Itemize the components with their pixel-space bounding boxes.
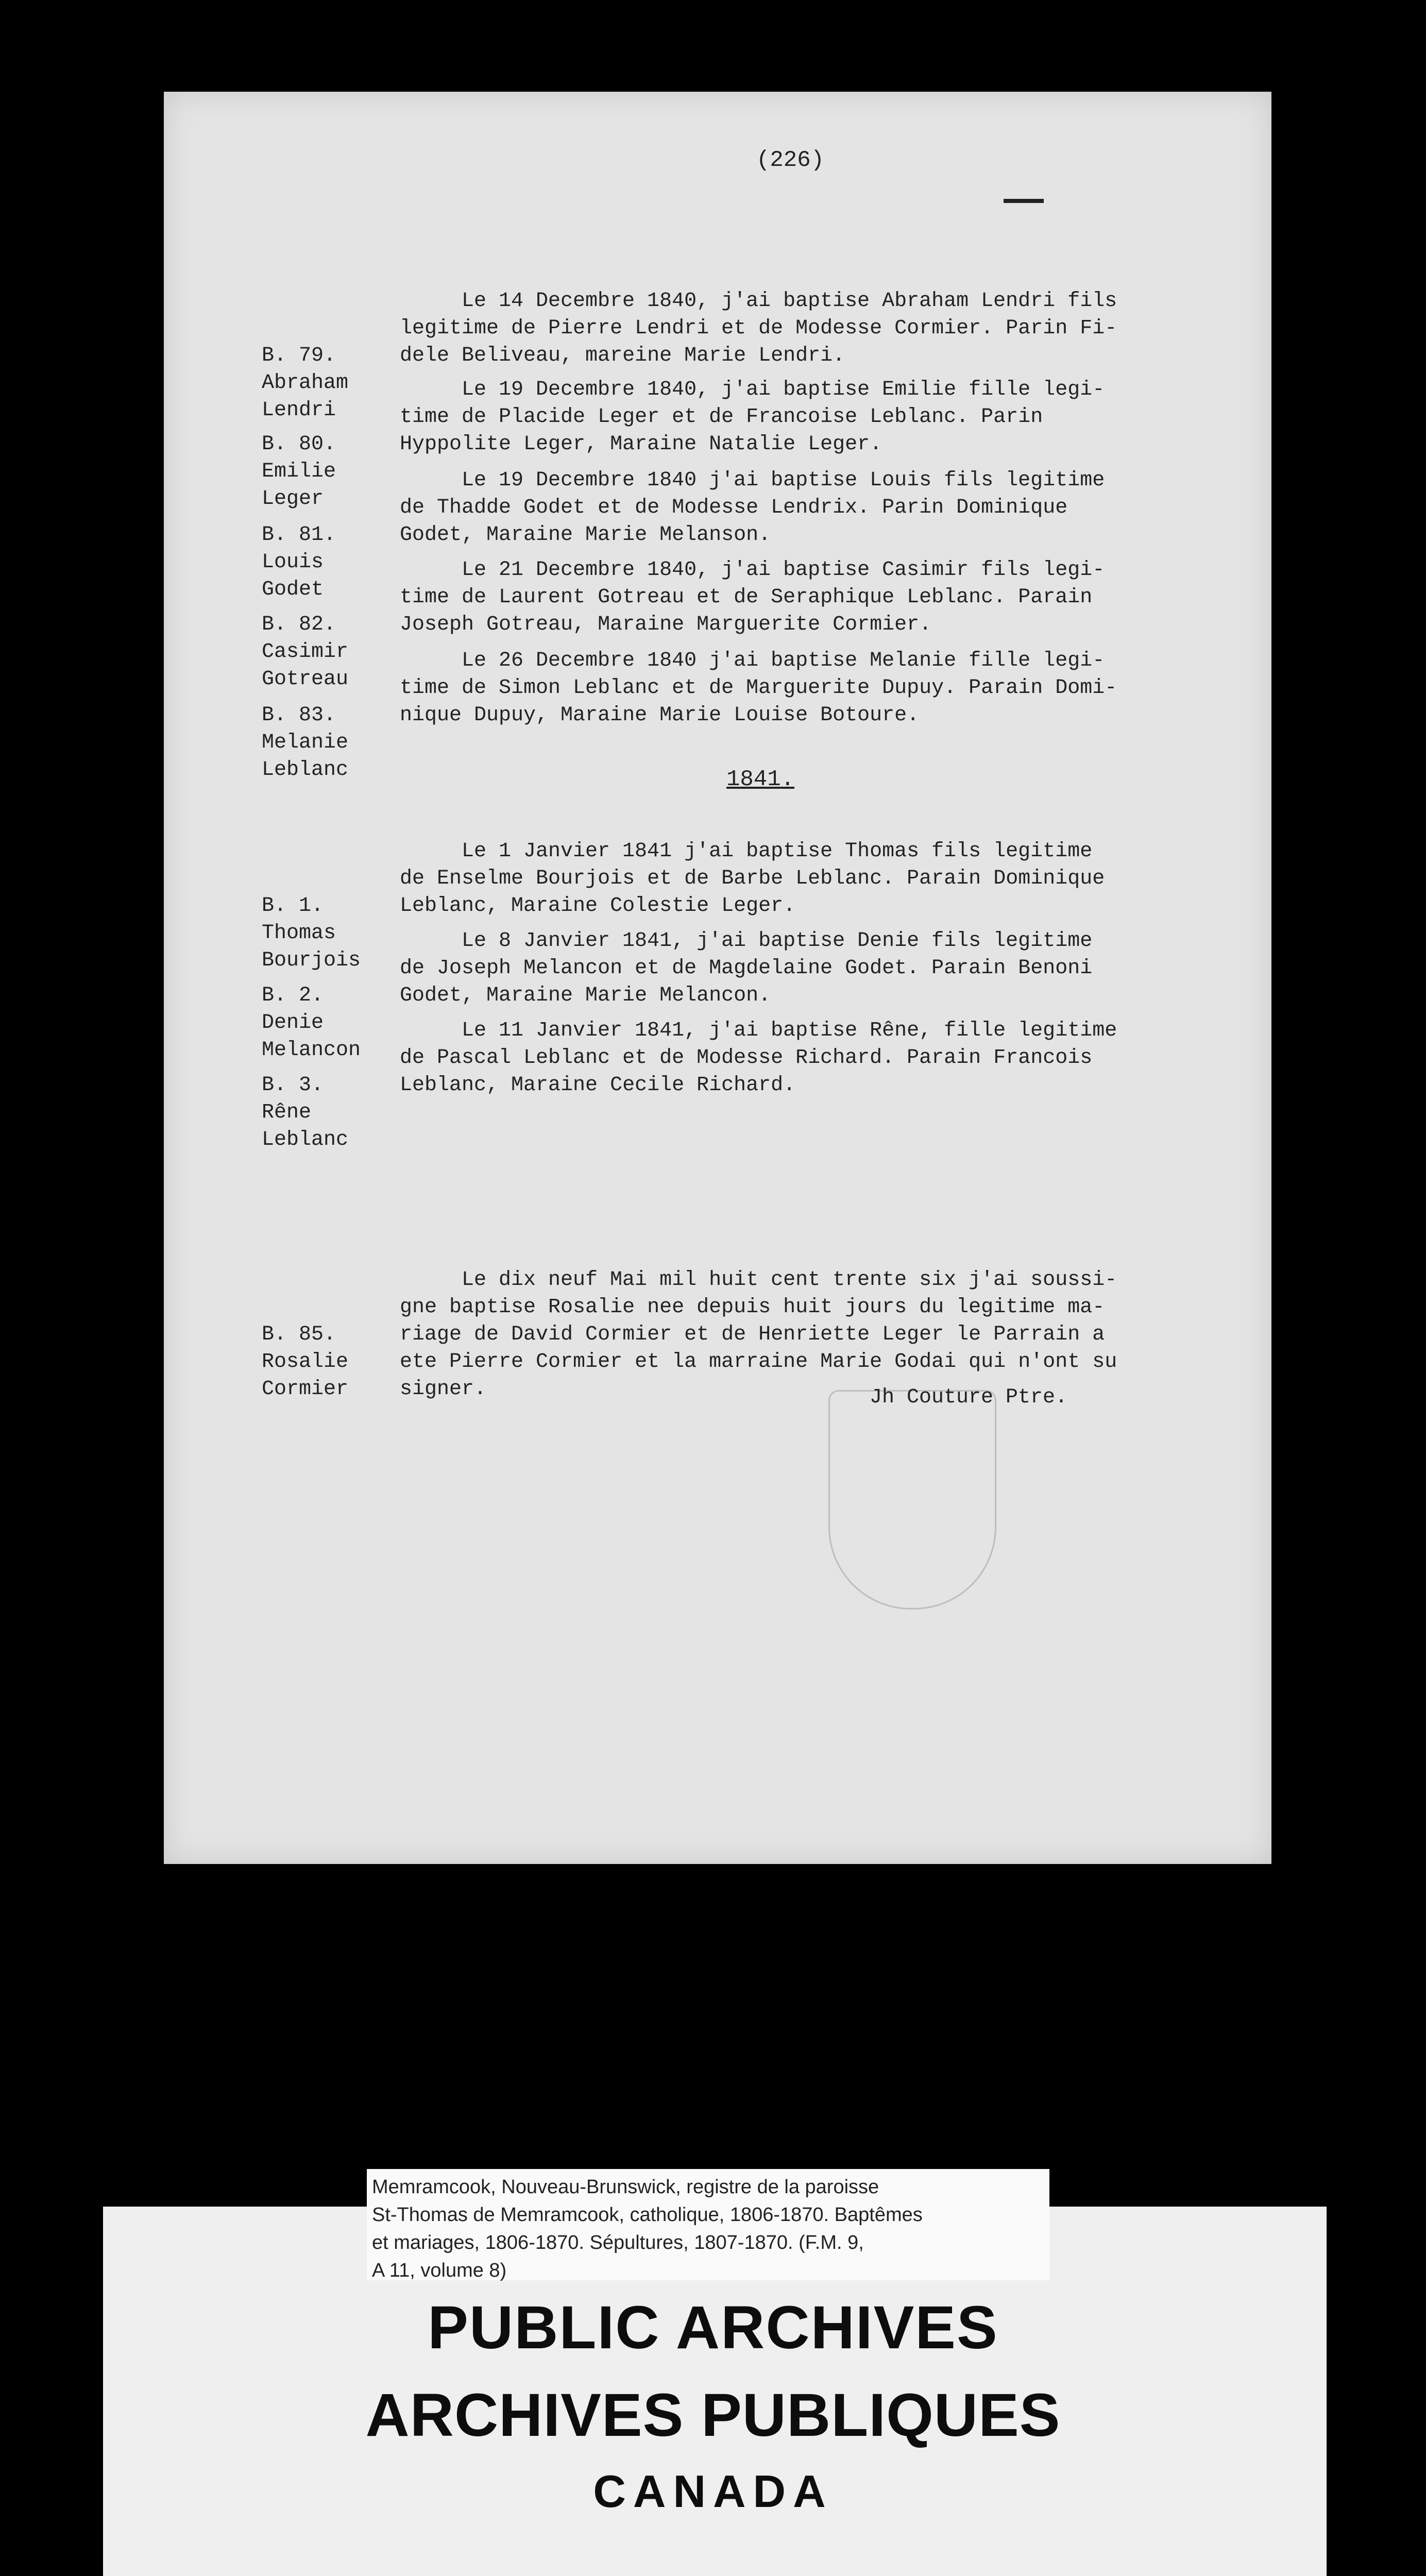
entry-text: Le 19 Decembre 1840, j'ai baptise Emilie fille legi- time de Placide Leger et de Francoise Leblanc. Parin Hyppolite Leger, Maraine Natalie Leger.	[400, 378, 1105, 456]
entry-label: B. 2. Denie Melancon	[262, 984, 361, 1062]
entry-text: Le 1 Janvier 1841 j'ai baptise Thomas fils legitime de Enselme Bourjois et de Barbe Leblanc. Parain Dominique Leblanc, Maraine Colestie Leger.	[400, 840, 1105, 918]
entry-label: B. 83. Melanie Leblanc	[262, 704, 349, 782]
entry-text: Le 14 Decembre 1840, j'ai baptise Abraham Lendri fils legitime de Pierre Lendri et de Modesse Cormier. Parin Fi- dele Beliveau, mareine Marie Lendri.	[400, 290, 1117, 367]
archives-heading-english: PUBLIC ARCHIVES	[428, 2294, 998, 2362]
archives-heading-french: ARCHIVES PUBLIQUES	[365, 2381, 1061, 2449]
archives-heading-country: CANADA	[593, 2466, 833, 2517]
page-dash-mark	[1004, 199, 1044, 203]
entry-text: Le 11 Janvier 1841, j'ai baptise Rêne, fille legitime de Pascal Leblanc et de Modesse Richard. Parain Francois Leblanc, Maraine Cecile Richard.	[400, 1019, 1117, 1097]
register-page	[164, 92, 1271, 1864]
archive-reference-label: Memramcook, Nouveau-Brunswick, registre de la paroisse St-Thomas de Memramcook, catholique, 1806-1870. Baptêmes et mariages, 1806-1870. Sépultures, 1807-1870. (F.M. 9, A 11, volume 8)	[367, 2169, 1049, 2280]
entry-text: Le dix neuf Mai mil huit cent trente six j'ai soussi- gne baptise Rosalie nee depuis huit jours du legitime ma- riage de David Cormier et de Henriette Leger le Parrain a ete Pierre Cormier et la marraine Marie Godai qui n'ont su signer.	[400, 1268, 1117, 1401]
page-number: (226)	[756, 147, 825, 173]
entry-text: Le 26 Decembre 1840 j'ai baptise Melanie fille legi- time de Simon Leblanc et de Marguerite Dupuy. Parain Domi- nique Dupuy, Maraine Marie Louise Botoure.	[400, 649, 1117, 727]
entry-label: B. 82. Casimir Gotreau	[262, 613, 349, 691]
entry-label: B. 79. Abraham Lendri	[262, 344, 349, 422]
watermark-seal	[828, 1390, 996, 1609]
entry-text: Le 19 Decembre 1840 j'ai baptise Louis fils legitime de Thadde Godet et de Modesse Lendrix. Parin Dominique Godet, Maraine Marie Melanson.	[400, 469, 1105, 547]
entry-label: B. 81. Louis Godet	[262, 523, 336, 601]
priest-signature: Jh Couture Ptre.	[870, 1386, 1068, 1409]
entry-text: Le 8 Janvier 1841, j'ai baptise Denie fils legitime de Joseph Melancon et de Magdelaine Godet. Parain Benoni Godet, Maraine Marie Melancon.	[400, 929, 1093, 1007]
entry-label: B. 80. Emilie Leger	[262, 433, 336, 511]
year-heading: 1841.	[726, 767, 795, 792]
entry-label: B. 1. Thomas Bourjois	[262, 894, 361, 972]
entry-text: Le 21 Decembre 1840, j'ai baptise Casimir fils legi- time de Laurent Gotreau et de Seraphique Leblanc. Parain Joseph Gotreau, Maraine Marguerite Cormier.	[400, 558, 1105, 636]
entry-label: B. 3. Rêne Leblanc	[262, 1074, 349, 1151]
entry-label: B. 85. Rosalie Cormier	[262, 1323, 349, 1401]
